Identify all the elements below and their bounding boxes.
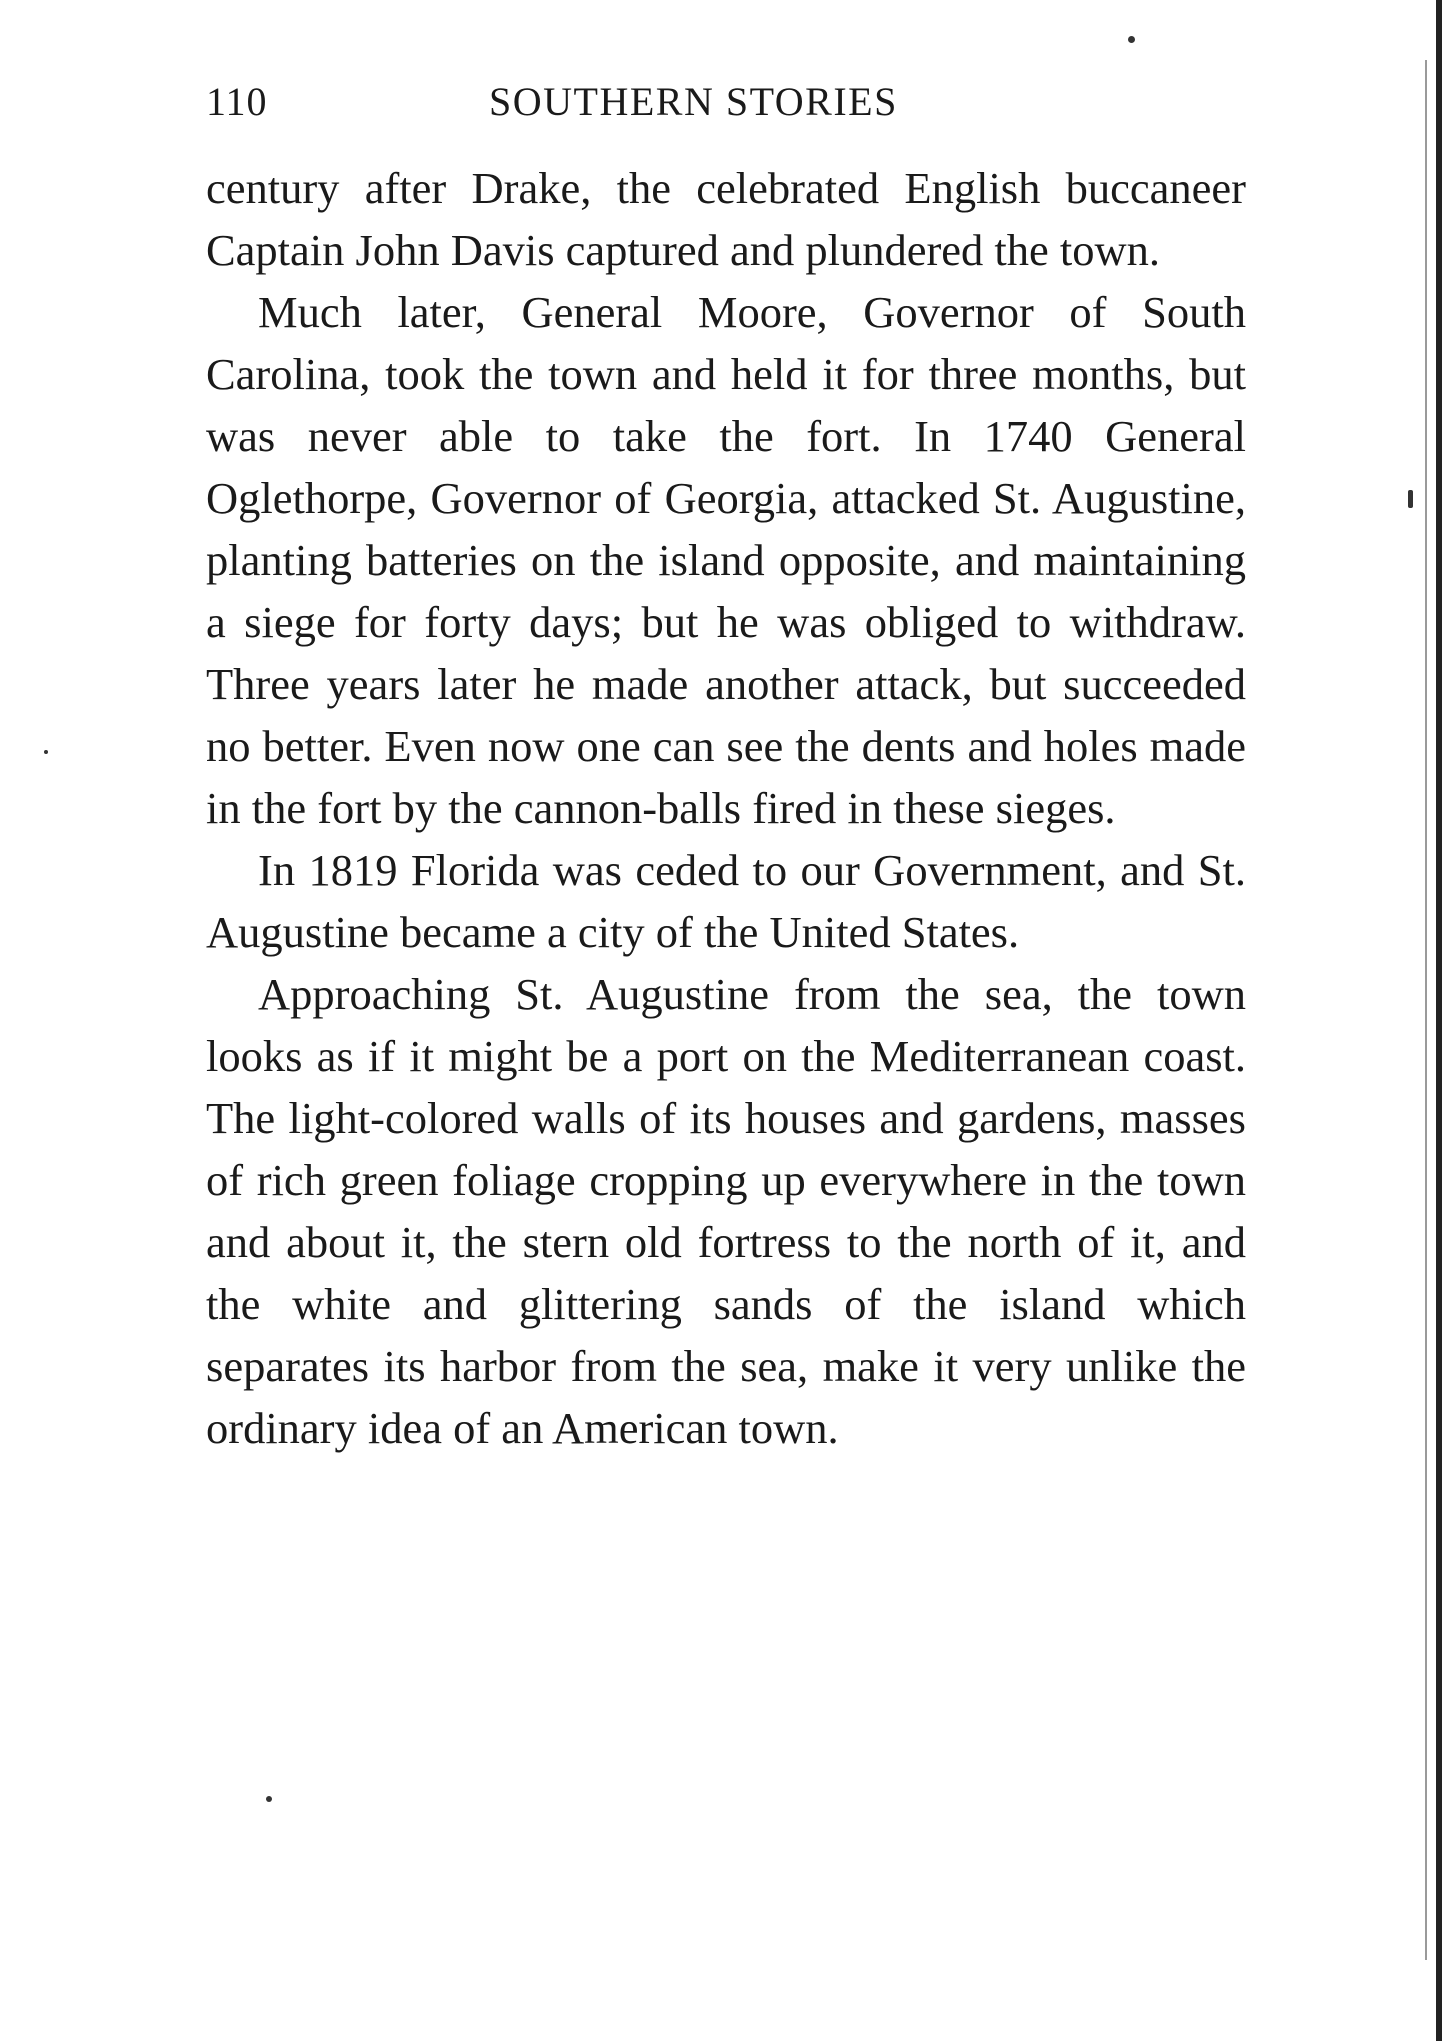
page-header — [206, 78, 1246, 128]
ink-speck — [44, 750, 48, 754]
running-head: SOUTHERN STORIES — [489, 79, 898, 124]
paragraph: Approaching St. Augustine from the sea, the town looks as if it might be a port on the Mediterranean coast. The light-colored walls of its houses and gardens, masses of rich green foliage cropping up everywhere in the town and about it, the stern old fortress to the north of it, and the white and glittering sands of the island which separates its harbor from the sea, make it very unlike the ordinary idea of an American town. — [206, 969, 1246, 1453]
page-edge-shadow — [1425, 60, 1427, 1960]
ink-speck — [1408, 490, 1413, 508]
page-edge — [1436, 0, 1442, 2041]
paragraph: Much later, General Moore, Governor of South Carolina, took the town and held it for three months, but was never able to take the fort. In 1740 General Oglethorpe, Governor of Georgia, attacked St. Augustine, planting batteries on the island opposite, and maintaining a siege for forty days; but he was obliged to withdraw. Three years later he made another attack, but succeeded no better. Even now one can see the dents and holes made in the fort by the cannon-balls fired in these sieges. — [206, 287, 1246, 833]
body-text — [206, 157, 1246, 1459]
page-number: 110 — [206, 79, 268, 124]
paragraph: century after Drake, the celebrated English buccaneer Captain John Davis captured and plundered the town. — [206, 163, 1246, 275]
paragraph: In 1819 Florida was ceded to our Government, and St. Augustine became a city of the United States. — [206, 845, 1246, 957]
ink-speck — [266, 1796, 272, 1802]
ink-speck — [1128, 36, 1135, 43]
